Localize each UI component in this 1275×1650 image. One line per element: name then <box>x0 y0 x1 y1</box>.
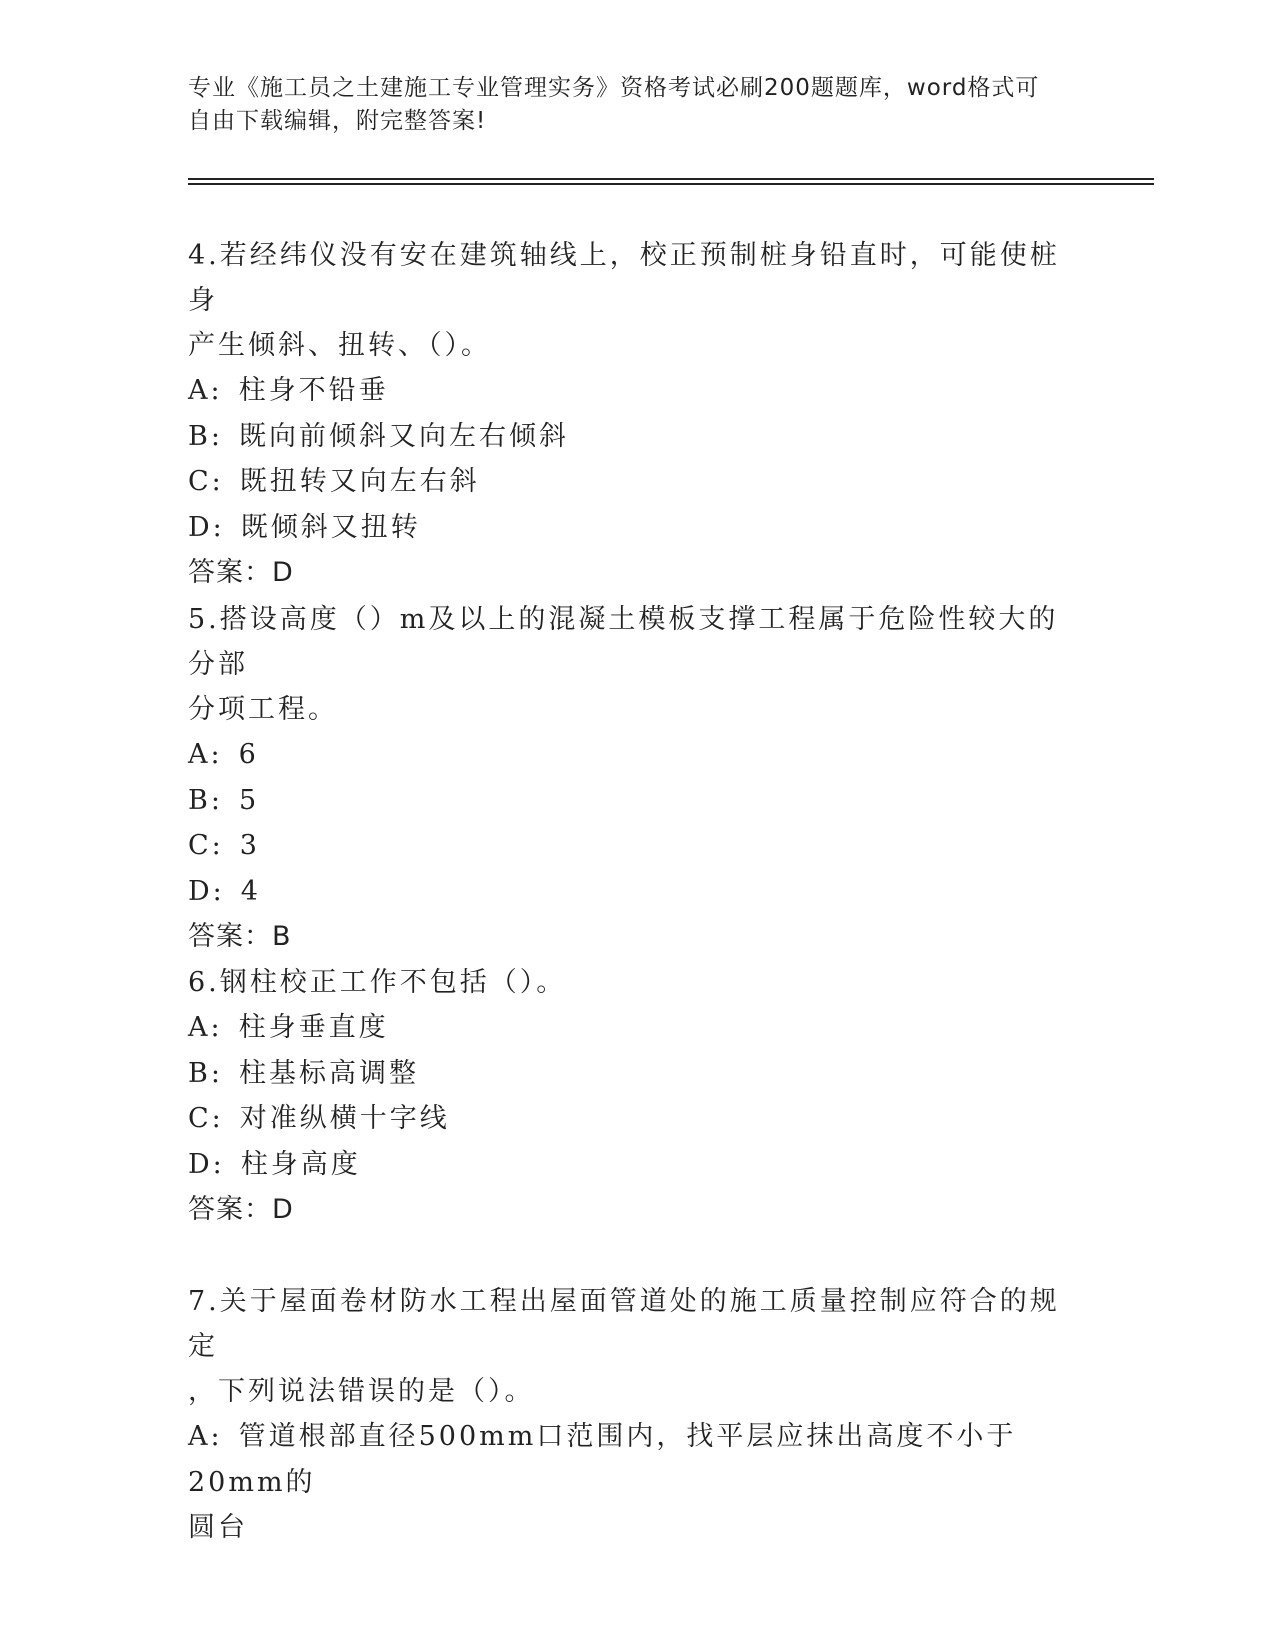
option-c <box>188 459 1088 505</box>
option-label: A: <box>188 375 223 406</box>
question-stem-line: 产生倾斜、扭转、（）。 <box>188 330 491 361</box>
option-label: B: <box>188 420 223 452</box>
question-stem-line: 6.钢柱校正工作不包括（）。 <box>188 967 567 998</box>
question-7 <box>188 1279 1088 1551</box>
option-label: C: <box>188 830 224 861</box>
question-5 <box>188 597 1088 959</box>
option-text: 既扭转又向左右斜 <box>239 466 480 497</box>
option-label: D: <box>188 511 225 543</box>
option-text: 柱身高度 <box>240 1148 361 1180</box>
option-d <box>188 1142 1088 1188</box>
question-stem-line: ，下列说法错误的是（）。 <box>188 1376 535 1407</box>
answer: 答案：B <box>188 921 292 952</box>
option-label: B: <box>188 784 223 816</box>
option-a <box>188 1414 1088 1551</box>
option-text: 既向前倾斜又向左右倾斜 <box>238 420 569 452</box>
header-divider-bottom <box>188 183 1154 185</box>
option-text: 柱身不铅垂 <box>238 375 389 406</box>
header-line-1: 专业《施工员之土建施工专业管理实务》资格考试必刷200题题库，word格式可 <box>188 75 1040 101</box>
option-text: 6 <box>238 739 259 770</box>
option-c <box>188 823 1088 869</box>
header-divider-top <box>188 178 1154 180</box>
option-label: C: <box>188 466 224 497</box>
document-header <box>188 72 1068 138</box>
option-b <box>188 778 1088 824</box>
question-stem <box>188 960 1088 1005</box>
option-label: A: <box>188 739 223 770</box>
option-c <box>188 1096 1088 1142</box>
option-text: 既倾斜又扭转 <box>240 511 421 543</box>
question-stem <box>188 233 1088 368</box>
option-text: 4 <box>240 875 261 907</box>
option-label: A: <box>188 1012 223 1043</box>
question-stem <box>188 1279 1088 1414</box>
question-stem-line: 分项工程。 <box>188 694 338 725</box>
question-stem-line: 7.关于屋面卷材防水工程出屋面管道处的施工质量控制应符合的规定 <box>188 1286 1060 1362</box>
option-text: 5 <box>238 784 260 816</box>
option-text: 3 <box>239 830 260 861</box>
option-b <box>188 414 1088 460</box>
option-text-continued: 圆台 <box>188 1512 248 1543</box>
option-label: D: <box>188 875 225 907</box>
header-line-2: 自由下载编辑，附完整答案! <box>188 108 487 134</box>
option-a <box>188 368 1088 414</box>
question-stem-line: 5.搭设高度（）m及以上的混凝土模板支撑工程属于危险性较大的分部 <box>188 604 1059 680</box>
question-4 <box>188 233 1088 595</box>
answer: 答案：D <box>188 1194 294 1225</box>
option-text: 管道根部直径500mm口范围内，找平层应抹出高度不小于20mm的 <box>188 1421 1017 1498</box>
question-stem-line: 4.若经纬仪没有安在建筑轴线上，校正预制桩身铅直时，可能使桩身 <box>188 240 1060 316</box>
option-a <box>188 1005 1088 1051</box>
option-label: D: <box>188 1148 225 1180</box>
option-d <box>188 869 1088 915</box>
option-text: 对准纵横十字线 <box>239 1103 450 1134</box>
option-text: 柱身垂直度 <box>238 1012 389 1043</box>
option-a <box>188 732 1088 778</box>
question-6 <box>188 960 1088 1232</box>
option-label: C: <box>188 1103 224 1134</box>
option-label: A: <box>188 1421 223 1452</box>
option-b <box>188 1051 1088 1097</box>
option-text: 柱基标高调整 <box>238 1057 419 1089</box>
option-label: B: <box>188 1057 223 1089</box>
answer: 答案：D <box>188 557 294 588</box>
question-stem <box>188 597 1088 732</box>
option-d <box>188 505 1088 551</box>
